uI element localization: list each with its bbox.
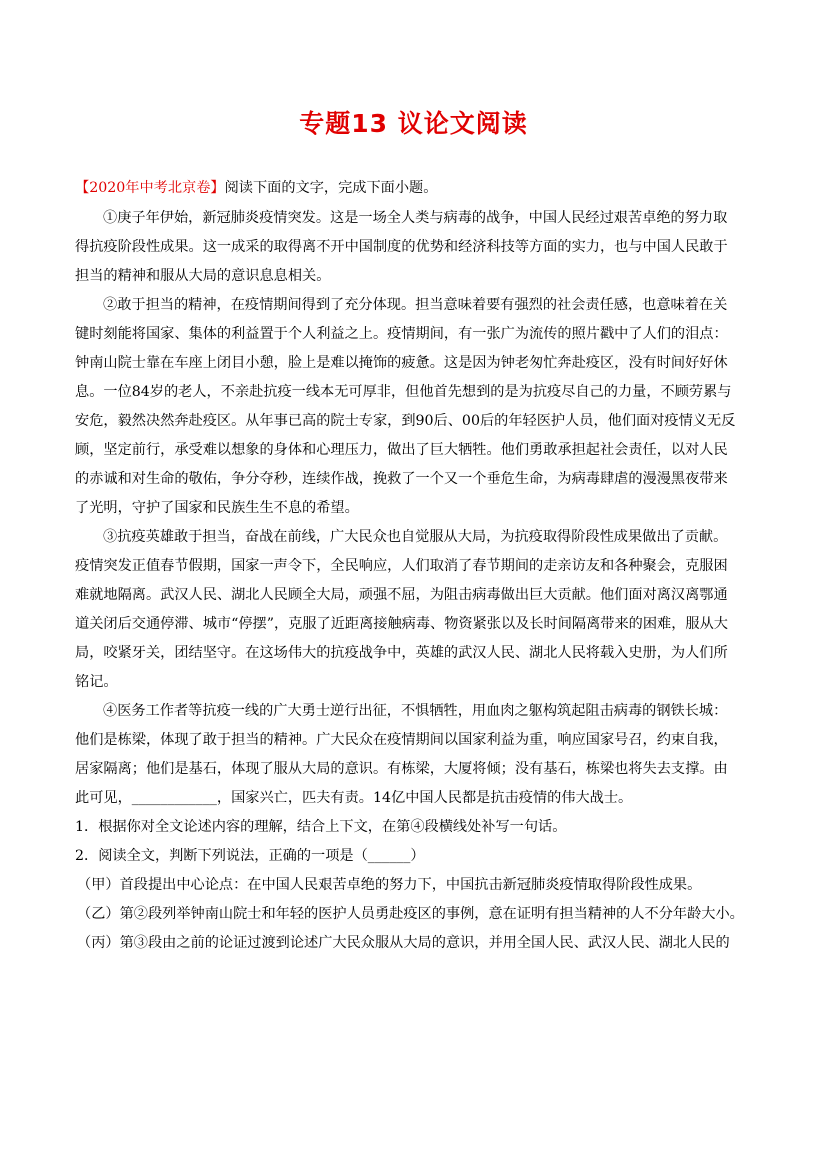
page-title: 专题13 议论文阅读 <box>299 109 528 138</box>
paragraph-line: 的赤诚和对生命的敬佑，争分夺秒，连续作战，挽救了一个又一个垂危生命，为病毒肆虐的漫漫黑夜带来 <box>75 471 728 487</box>
paragraph-line: ③抗疫英雄敢于担当，奋战在前线，广大民众也自觉服从大局，为抗疫取得阶段性成果做出了贡献。 <box>103 529 728 545</box>
option-line: （乙）第②段列举钟南山院士和年轻的医护人员勇赴疫区的事例，意在证明有担当精神的人不分年龄大小。 <box>77 906 744 922</box>
fill-in-blank: ____________ <box>131 790 217 806</box>
paragraph-text: 此可见， <box>75 790 132 806</box>
question-text: ） <box>410 848 425 864</box>
paragraph-line: 铭记。 <box>75 674 118 690</box>
option-line: （甲）首段提出中心论点：在中国人民艰苦卓绝的努力下，中国抗击新冠肺炎疫情取得阶段性成果。 <box>77 877 702 893</box>
paragraph-line: 键时刻能将国家、集体的利益置于个人利益之上。疫情期间，有一张广为流传的照片戳中了人们的泪点： <box>75 326 728 342</box>
paragraph-line: ①庚子年伊始，新冠肺炎疫情突发。这是一场全人类与病毒的战争，中国人民经过艰苦卓绝的努力取 <box>103 210 728 226</box>
paragraph-text: ，国家兴亡，匹夫有责。14亿中国人民都是抗击疫情的伟大战士。 <box>216 790 633 806</box>
paragraph-line: 担当的精神和服从大局的意识息息相关。 <box>75 268 331 284</box>
paragraph-line: 他们是栋梁，体现了敢于担当的精神。广大民众在疫情期间以国家利益为重，响应国家号召，约束自我， <box>75 732 728 748</box>
source-tag: 【2020年中考北京卷】 <box>75 180 225 196</box>
paragraph-line: ②敢于担当的精神，在疫情期间得到了充分体现。担当意味着要有强烈的社会责任感，也意味着在关 <box>103 297 728 313</box>
paragraph-line: 了光明，守护了国家和民族生生不息的希望。 <box>75 500 359 516</box>
paragraph-line: 安危，毅然决然奔赴疫区。从年事已高的院士专家，到90后、00后的年轻医护人员，他们面对疫情义无反 <box>75 413 736 429</box>
question-text: 2．阅读全文，判断下列说法，正确的一项是（ <box>75 848 368 864</box>
paragraph-line: 局，咬紧牙关，团结坚守。在这场伟大的抗疫战争中，英雄的武汉人民、湖北人民将载入史册，为人们所 <box>75 645 728 661</box>
paragraph-line: ④医务工作者等抗疫一线的广大勇士逆行出征，不惧牺牲，用血肉之躯构筑起阻击病毒的钢铁长城： <box>103 703 728 719</box>
paragraph-line: 居家隔离；他们是基石，体现了服从大局的意识。有栋梁，大厦将倾；没有基石，栋梁也将失去支撑。由 <box>75 761 728 777</box>
intro-line <box>75 177 437 199</box>
paragraph-line-with-blank <box>75 787 632 809</box>
paragraph-line: 钟南山院士靠在车座上闭目小憩，脸上是难以掩饰的疲惫。这是因为钟老匆忙奔赴疫区，没有时间好好休 <box>75 355 728 371</box>
paragraph-line: 顾，坚定前行，承受难以想象的身体和心理压力，做出了巨大牺牲。他们勇敢承担起社会责任，以对人民 <box>75 442 728 458</box>
paragraph-line: 疫情突发正值春节假期，国家一声令下，全民响应，人们取消了春节期间的走亲访友和各种聚会，克服困 <box>75 558 728 574</box>
question-1: 1．根据你对全文论述内容的理解，结合上下文，在第④段横线处补写一句话。 <box>75 819 567 835</box>
paragraph-line: 难就地隔离。武汉人民、湖北人民顾全大局，顽强不屈，为阻击病毒做出巨大贡献。他们面对离汉离鄂通 <box>75 587 728 603</box>
answer-blank: ______ <box>367 848 411 864</box>
intro-text: 阅读下面的文字，完成下面小题。 <box>224 180 438 196</box>
paragraph-line: 道关闭后交通停滞、城市“停摆”，克服了近距离接触病毒、物资紧张以及长时间隔离带来的困难，服从大 <box>75 616 728 632</box>
question-2 <box>75 845 425 867</box>
option-line: （丙）第③段由之前的论证过渡到论述广大民众服从大局的意识，并用全国人民、武汉人民、湖北人民的 <box>77 935 730 951</box>
paragraph-line: 息。一位84岁的老人，不亲赴抗疫一线本无可厚非，但他首先想到的是为抗疫尽自己的力量，不顾劳累与 <box>75 384 732 400</box>
paragraph-line: 得抗疫阶段性成果。这一成采的取得离不开中国制度的优势和经济科技等方面的实力，也与中国人民敢于 <box>75 239 728 255</box>
